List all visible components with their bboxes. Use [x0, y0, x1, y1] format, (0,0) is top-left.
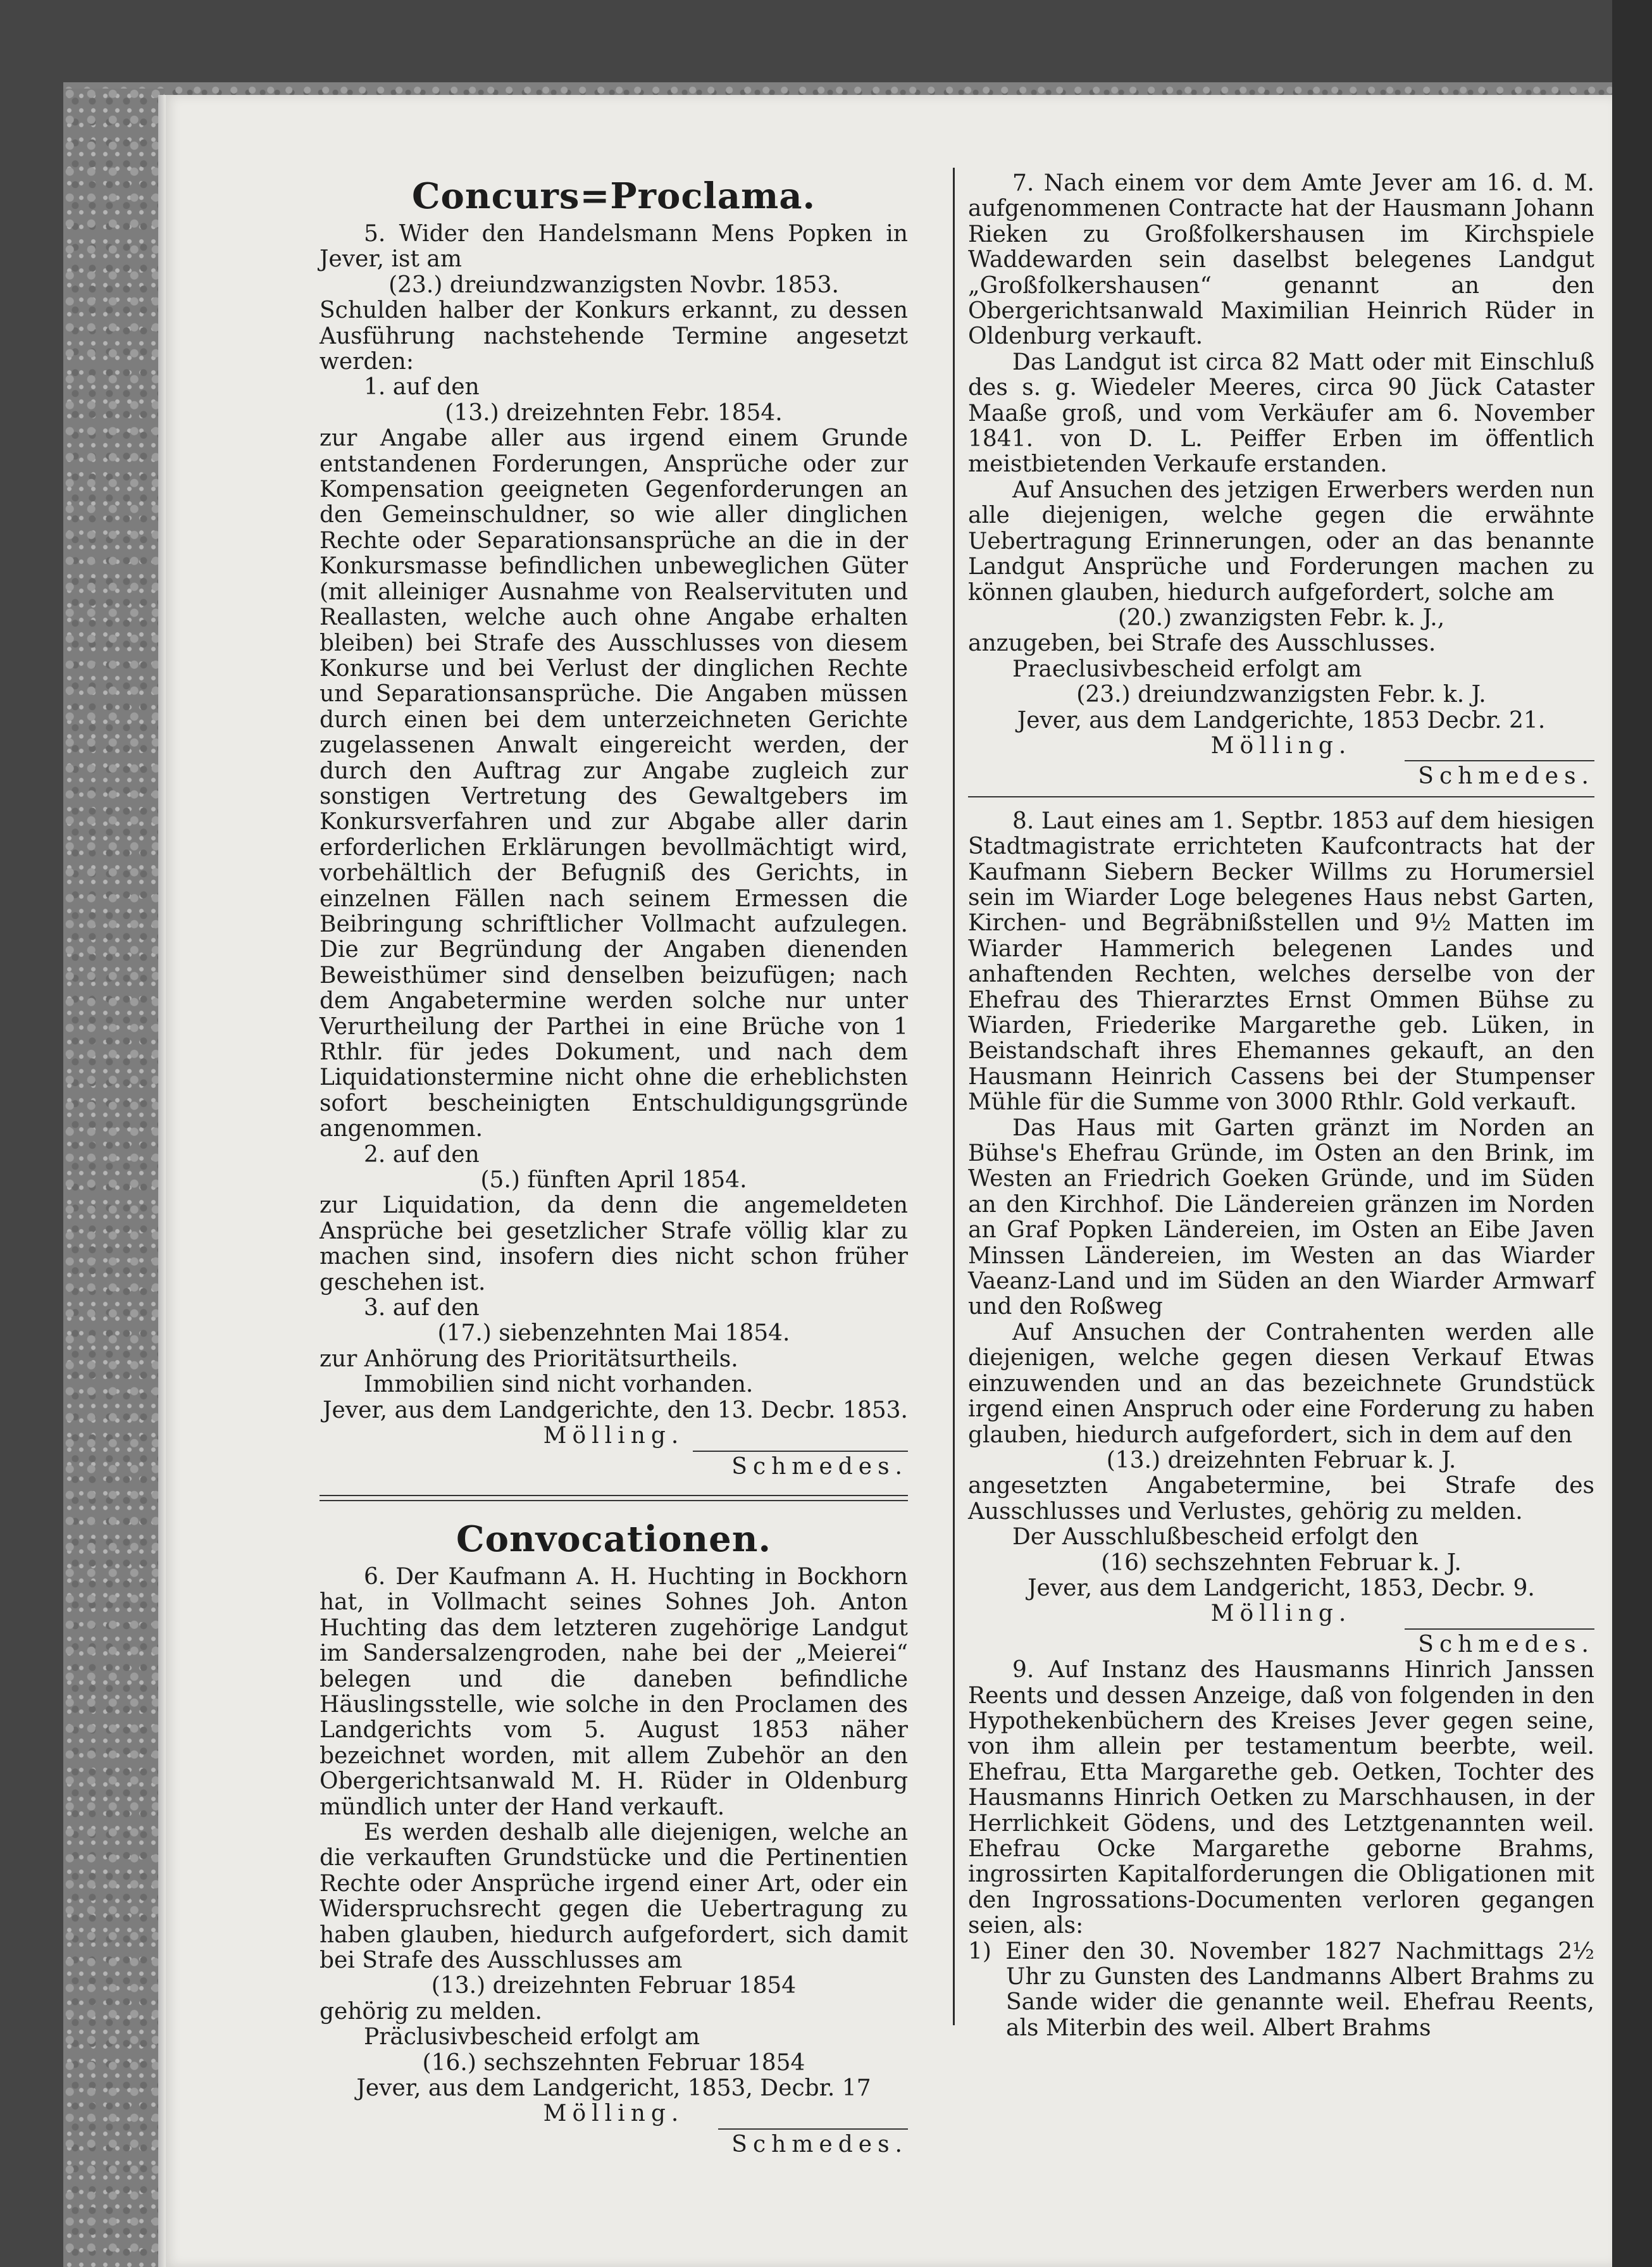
text-line: 5. Wider den Handelsmann Mens Popken in Jever, ist am — [320, 221, 908, 273]
text-line: Schulden halber der Konkurs erkannt, zu dessen Ausführung nachstehende Termine angesetzt werden: — [320, 297, 908, 375]
signature-moelling: Mölling. — [543, 1423, 685, 1449]
date-line: (20.) zwanzigsten Febr. k. J., — [1117, 604, 1445, 631]
text-line: zur Anhörung des Prioritätsurtheils. — [320, 1346, 738, 1372]
place-date-line: Jever, aus dem Landgerichte, den 13. Decbr. 1853. — [323, 1397, 908, 1423]
column-divider — [953, 168, 955, 2025]
section-divider — [320, 1495, 908, 1501]
term-label: 2. auf den — [364, 1141, 480, 1168]
date-line: (16) sechszehnten Februar k. J. — [1101, 1549, 1462, 1576]
signature-schmedes: Schmedes. — [731, 2131, 908, 2158]
text-paragraph: 7. Nach einem vor dem Amte Jever am 16. d. M. aufgenommenen Contracte hat der Hausmann Johann Rieken zu Großfolkershausen im Kirchspiele Waddewarden sein daselbst belegenes Landgut „Großfolkershausen“ genannt an den Obergerichtsanwald Maximilian Heinrich Rüder in Oldenburg verkauft. — [968, 170, 1594, 350]
convocationen-heading: Convocationen. — [456, 1518, 771, 1560]
text-paragraph: Auf Ansuchen des jetzigen Erwerbers werden nun alle diejenigen, welche gegen die erwähnte Uebertragung Erinnerungen, oder an das benannte Landgut Ansprüche und Forderungen machen zu können glauben, hiedurch aufgefordert, solche am — [968, 477, 1594, 606]
date-line: (13.) dreizehnten Februar k. J. — [1106, 1447, 1456, 1473]
concurs-heading: Concurs=Proclama. — [411, 175, 816, 217]
signature-moelling: Mölling. — [1210, 1601, 1352, 1627]
signature-schmedes: Schmedes. — [1418, 1631, 1594, 1658]
signature-schmedes: Schmedes. — [1418, 763, 1594, 790]
marbled-cover-left — [63, 89, 165, 2267]
signature-rule — [693, 1451, 908, 1452]
text-paragraph: Das Haus mit Garten gränzt im Norden an Bühse's Ehefrau Gründe, im Osten an den Brink, im Westen an Friedrich Goeken Gründe, und im Süden an den Kirchhof. Die Ländereien gränzen im Norden an Graf Popken Ländereien, im Osten an Eibe Javen Minssen Ländereien, im Westen an das Wiarder Vaeanz-Land und im Süden an den Wiarder Armwarf und den Roßweg — [968, 1115, 1594, 1320]
date-line: (5.) fünften April 1854. — [480, 1167, 747, 1194]
place-date-line: Jever, aus dem Landgericht, 1853, Decbr. 9. — [1028, 1575, 1535, 1601]
date-line: (23.) dreiundzwanzigsten Novbr. 1853. — [388, 272, 839, 298]
date-line: (17.) siebenzehnten Mai 1854. — [437, 1320, 790, 1347]
list-item: 1) Einer den 30. November 1827 Nachmittags 2½ Uhr zu Gunsten des Landmanns Albert Brahms zu Sande wider die genannte weil. Ehefrau Reents, als Miterbin des weil. Albert Brahms — [968, 1938, 1594, 2041]
text-paragraph: Auf Ansuchen der Contrahenten werden alle diejenigen, welche gegen diesen Verkauf Etwas einzuwenden und an das bezeichnete Grundstück irgend einen Anspruch oder eine Forderung zu haben glauben, hiedurch aufgefordert, sich in dem auf den — [968, 1319, 1594, 1448]
text-line: Praeclusivbescheid erfolgt am — [1012, 656, 1362, 682]
date-line: (23.) dreiundzwanzigsten Febr. k. J. — [1076, 682, 1486, 708]
right-column — [968, 171, 1594, 2041]
text-paragraph: 8. Laut eines am 1. Septbr. 1853 auf dem hiesigen Stadtmagistrate errichteten Kaufcontracts hat der Kaufmann Siebern Becker Willms zu Horumersiel sein im Wiarder Loge belegenes Haus nebst Garten, Kirchen- und Begräbnißstellen und 9½ Matten im Wiarder Hammerich belegenen Landes und anhaftenden Rechten, welches derselbe von der Ehefrau des Thierarztes Ernst Ommen Bühse zu Wiarden, Friederike Margarethe geb. Lüken, in Beistandschaft ihres Ehemannes gekauft, an den Hausmann Heinrich Cassens bei der Stumpenser Mühle für die Summe von 3000 Rthlr. Gold verkauft. — [968, 808, 1594, 1116]
signature-rule — [1405, 760, 1594, 761]
text-paragraph: Es werden deshalb alle diejenigen, welche an die verkauften Grundstücke und die Pertinentien Rechte oder Ansprüche irgend einer Art, oder ein Widerspruchsrecht gegen die Uebertragung zu haben glauben, hiedurch aufgefordert, sich damit bei Strafe des Ausschlusses am — [320, 1819, 908, 1973]
text-paragraph: Das Landgut ist circa 82 Matt oder mit Einschluß des s. g. Wiedeler Meeres, circa 90 Jück Cataster Maaße groß, und vom Verkäufer am 6. November 1841. von D. L. Peiffer Erben im öffentlich meistbietenden Verkaufe erstanden. — [968, 349, 1594, 478]
page-gutter — [158, 95, 166, 2267]
text-line: anzugeben, bei Strafe des Ausschlusses. — [968, 630, 1436, 657]
place-date-line: Jever, aus dem Landgerichte, 1853 Decbr. 21. — [1017, 707, 1546, 734]
text-line: gehörig zu melden. — [320, 1998, 542, 2025]
date-line: (13.) dreizehnten Februar 1854 — [431, 1973, 797, 1999]
term-label: 1. auf den — [364, 374, 480, 401]
scan-border-right — [1612, 0, 1652, 2267]
left-column — [320, 171, 908, 2158]
signature-moelling: Mölling. — [1210, 732, 1352, 759]
date-line: (16.) sechszehnten Februar 1854 — [422, 2049, 805, 2076]
section-rule — [968, 796, 1594, 797]
signature-moelling: Mölling. — [543, 2101, 685, 2127]
text-line: Der Ausschlußbescheid erfolgt den — [1012, 1524, 1419, 1551]
text-line: angesetzten Angabetermine, bei Strafe des Ausschlusses und Verlustes, gehörig zu melden. — [968, 1473, 1594, 1525]
term-label: 3. auf den — [364, 1295, 480, 1321]
place-date-line: Jever, aus dem Landgericht, 1853, Decbr. 17 — [356, 2075, 871, 2102]
text-paragraph: 9. Auf Instanz des Hausmanns Hinrich Janssen Reents und dessen Anzeige, daß von folgenden in den Hypothekenbüchern des Kreises Jever gegen seine, von ihm allein per testamentum beerbte, weil. Ehefrau, Etta Margarethe geb. Oetken, Tochter des Hausmanns Hinrich Oetken zu Marschhausen, in der Herrlichkeit Gödens, und des Letztgenannten weil. Ehefrau Ocke Margarethe geborne Brahms, ingrossirten Kapitalforderungen die Obligationen mit den Ingrossations-Documenten verloren gegangen seien, als: — [968, 1657, 1594, 1939]
text-paragraph: zur Liquidation, da denn die angemeldeten Ansprüche bei gesetzlicher Strafe völlig klar zu machen sind, insofern dies nicht schon früher geschehen ist. — [320, 1192, 908, 1296]
text-line: Präclusivbescheid erfolgt am — [364, 2024, 700, 2051]
date-line: (13.) dreizehnten Febr. 1854. — [445, 399, 783, 426]
signature-rule — [1405, 1628, 1594, 1630]
text-paragraph: zur Angabe aller aus irgend einem Grunde entstandenen Forderungen, Ansprüche oder zur Kompensation geeigneten Gegenforderungen an den Gemeinschuldner, so wie aller dinglichen Rechte oder Separationsansprüche an die in der Konkursmasse befindlichen unbeweglichen Güter (mit alleiniger Ausnahme von Realservituten und Reallasten, welche auch ohne Angabe erhalten bleiben) bei Strafe des Ausschlusses von diesem Konkurse und bei Verlust der dinglichen Rechte und Separationsansprüche. Die Angaben müssen durch einen bei dem unterzeichneten Gerichte zugelassenen Anwalt eingereicht werden, der durch den Auftrag zur Angabe zugleich zur sonstigen Vertretung des Gewaltgebers im Konkursverfahren und zur Abgabe aller darin erforderlichen Erklärungen bevollmächtigt wird, vorbehältlich der Befugniß des Gerichts, in einzelnen Fällen nach seinem Ermessen die Beibringung schriftlicher Vollmacht aufzulegen. Die zur Begründung der Angaben dienenden Beweisthümer sind denselben beizufügen; nach dem Angabetermine werden solche nur unter Verurtheilung der Parthei in eine Brüche von 1 Rthlr. für jedes Dokument, und nach dem Liquidationstermine nicht ohne die erheblichsten sofort bescheinigten Entschuldigungsgründe angenommen. — [320, 425, 908, 1142]
signature-rule — [718, 2128, 908, 2130]
text-line: Immobilien sind nicht vorhanden. — [364, 1371, 754, 1398]
signature-schmedes: Schmedes. — [731, 1453, 908, 1480]
text-paragraph: 6. Der Kaufmann A. H. Huchting in Bockhorn hat, in Vollmacht seines Sohnes Joh. Anton Huchting das dem letzteren zugehörige Landgut im Sandersalzengroden, nahe bei der „Meierei“ belegen und die daneben befindliche Häuslingsstelle, wie solche in den Proclamen des Landgerichts vom 5. August 1853 näher bezeichnet worden, mit allem Zubehör an den Obergerichtsanwald M. H. Rüder in Oldenburg mündlich unter der Hand verkauft. — [320, 1563, 908, 1820]
